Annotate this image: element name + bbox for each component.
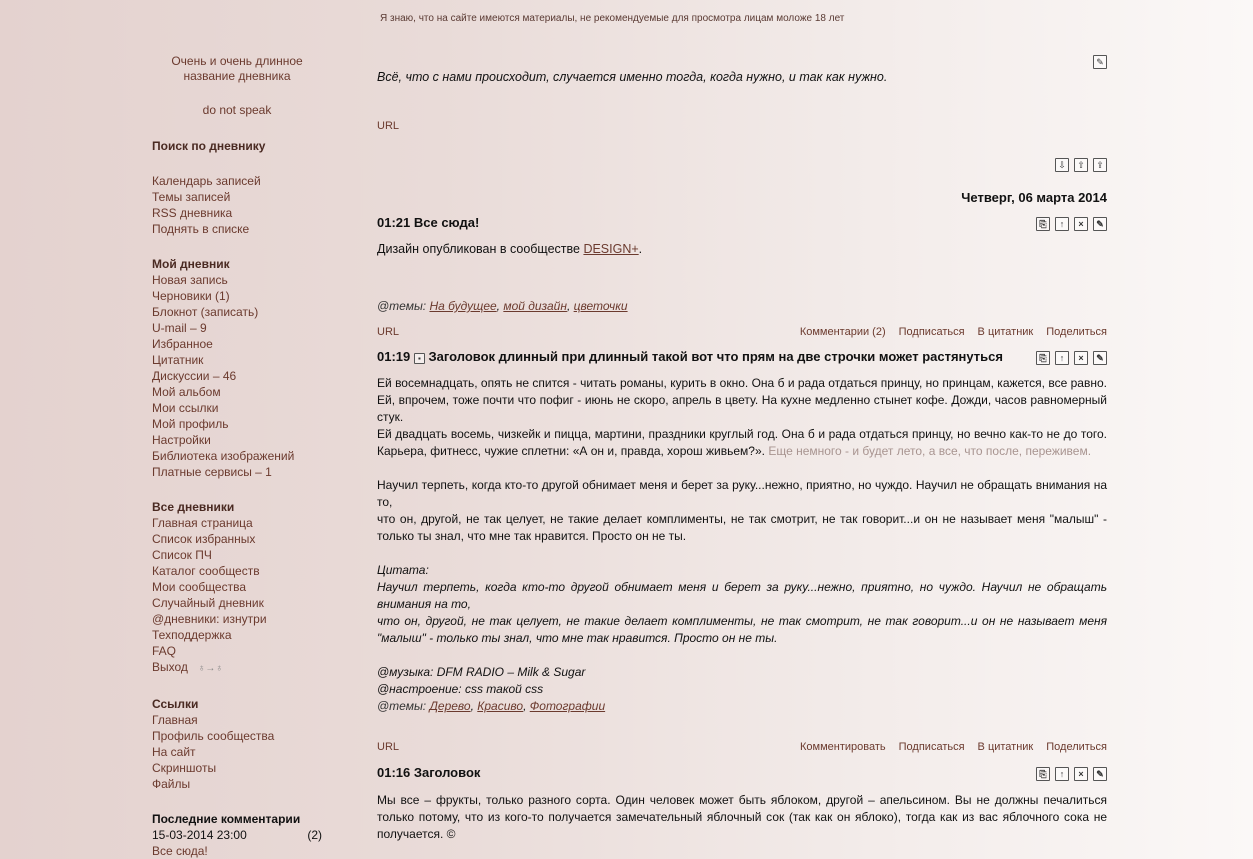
- subscribe-link[interactable]: Подписаться: [898, 326, 965, 338]
- quote-link[interactable]: В цитатник: [977, 741, 1034, 753]
- quote-text: что он, другой, не так целует, не такие делает комплименты, не так смотрит, не так говорит...и он не называет меня "малыш" - только ты знал, что мне так нравится. Просто он не ты.: [377, 614, 1107, 645]
- sidebar-link[interactable]: Мои сообщества: [152, 580, 247, 594]
- quote-text: Научил терпеть, когда кто-то другой обнимает меня и берет за руку...нежно, приятно, но чуждо. Научил не обращать внимания на то,: [377, 580, 1107, 611]
- mood-line: @настроение: css такой css: [377, 682, 544, 696]
- sidebar-link[interactable]: Техподдержка: [152, 628, 232, 642]
- diary-subtitle: do not speak: [202, 103, 272, 117]
- post-body: Ей восемнадцать, опять не спится - читать романы, курить в окно. Она б и рада отдаться принцу, но принцам, кажется, все равно. Ей, впрочем, тоже почти что пофиг - июнь не скоро, апрель в цвету. На кухне медленно стынет кофе. Дожди, часов равномерный стук. Ей двадцать восемь, чизкейк и пицца, мартини, праздники круглый год. Она б и рада отдаться принцу, но вечно как-то не до того. Карьера, фитнесс, чужие сплетни: «А он и, правда, хорош живьем?». Еще немного - и будет лето, а все, что после, переживем. Научил терпеть, когда кто-то другой обнимает меня и берет за руку...нежно, приятно, но чуждо. Научил не обращать внимания на то, что он, другой, не так целует, не такие делает комплименты, не так смотрит, не так говорит...и он не называет меня "малыш" - только ты знал, что мне так нравится. Просто он не ты. Цитата: Научил терпеть, когда кто-то другой обнимает меня и берет за руку...нежно, приятно, но чуждо. Научил не обращать внимания на то, что он, другой, не так целует, не такие делает комплименты, не так смотрит, не так говорит...и он не называет меня "малыш" - только ты знал, что мне так нравится. Просто он не ты. @музыка: DFM RADIO – Milk & Sugar @настроение: css такой css @темы: Дерево, Красиво, Фотографии: [377, 376, 1107, 713]
- copy-icon[interactable]: ⎘: [1036, 217, 1050, 231]
- quote-label: Цитата:: [377, 563, 429, 577]
- age-warning: Я знаю, что на сайте имеются материалы, не рекомендуемые для просмотра лицам моложе 18 лет: [380, 13, 845, 24]
- post-time: 01:19: [377, 349, 411, 364]
- sidebar-link[interactable]: Мой профиль: [152, 417, 229, 431]
- sidebar-link[interactable]: Дискуссии – 46: [152, 369, 237, 383]
- delete-icon[interactable]: ×: [1074, 351, 1088, 365]
- lock-icon: ▪: [414, 353, 425, 364]
- edit-icon[interactable]: ✎: [1093, 351, 1107, 365]
- upload-icon[interactable]: ⇧: [1074, 158, 1088, 172]
- sidebar-link[interactable]: Поднять в списке: [152, 222, 250, 236]
- post-title[interactable]: 01:21 Все сюда!: [377, 215, 480, 230]
- sidebar-link[interactable]: Новая запись: [152, 273, 228, 287]
- export-icon[interactable]: ⇪: [1093, 158, 1107, 172]
- delete-icon[interactable]: ×: [1074, 767, 1088, 781]
- post-body: Мы все – фрукты, только разного сорта. Один человек может быть яблоком, другой – апельсином. Вы не должны печалиться только потому, что из кого-то получается замечательный яблочный сок (так как он яблоко), тогда как из вас яблочного сока не получается. ©: [377, 793, 1107, 841]
- paragraph: Ей двадцать восемь, чизкейк и пицца, мартини, праздники круглый год. Она б и рада отдаться принцу, но вечно как-то не до того. Карьера, фитнесс, чужие сплетни: «А он и, правда, хорош живьем?».: [377, 427, 1107, 458]
- sidebar-link[interactable]: Блокнот (записать): [152, 305, 259, 319]
- links-heading: Ссылки: [152, 697, 199, 711]
- paragraph: что он, другой, не так целует, не такие делает комплименты, не так смотрит, не так говорит...и он не называет меня "малыш" - только ты знал, что мне так нравится. Просто он не ты.: [377, 512, 1107, 543]
- tag-link[interactable]: Красиво: [477, 699, 524, 713]
- sidebar-link[interactable]: Мой альбом: [152, 385, 221, 399]
- post-title-row: [377, 765, 1107, 781]
- sidebar-link[interactable]: Настройки: [152, 433, 211, 447]
- post-title[interactable]: 01:16 Заголовок: [377, 765, 481, 780]
- sidebar-link[interactable]: Профиль сообщества: [152, 729, 275, 743]
- url-link[interactable]: URL: [377, 120, 400, 132]
- tag-link[interactable]: Дерево: [429, 699, 471, 713]
- import-icon[interactable]: ⇩: [1055, 158, 1069, 172]
- comments-link[interactable]: Комментарии (2): [799, 326, 886, 338]
- post-title[interactable]: Заголовок длинный при длинный такой вот что прям на две строчки может растянуться: [428, 349, 1003, 364]
- sidebar-link[interactable]: Каталог сообществ: [152, 564, 260, 578]
- copy-icon[interactable]: ⎘: [1036, 767, 1050, 781]
- music-line: @музыка: DFM RADIO – Milk & Sugar: [377, 665, 586, 679]
- sidebar-link[interactable]: Мои ссылки: [152, 401, 219, 415]
- logout-icon: ♁→♁: [197, 663, 223, 674]
- comment-link[interactable]: Комментировать: [800, 741, 886, 753]
- paragraph: Ей восемнадцать, опять не спится - читать романы, курить в окно. Она б и рада отдаться принцу, но принцам, кажется, все равно. Ей, впрочем, тоже почти что пофиг - июнь не скоро, апрель в цвету. На кухне медленно стынет кофе. Дожди, часов равномерный стук.: [377, 376, 1107, 424]
- tags-label: @темы:: [377, 699, 427, 713]
- recent-comments-heading: Последние комментарии: [152, 812, 301, 826]
- comment-date: 15-03-2014 23:00: [152, 828, 247, 842]
- date-header: Четверг, 06 марта 2014: [961, 190, 1107, 205]
- subscribe-link[interactable]: Подписаться: [898, 741, 965, 753]
- paragraph: Научил терпеть, когда кто-то другой обнимает меня и берет за руку...нежно, приятно, но чуждо. Научил не обращать внимания на то,: [377, 478, 1107, 509]
- all-diaries-heading: Все дневники: [152, 500, 235, 514]
- sidebar-link[interactable]: Черновики (1): [152, 289, 230, 303]
- sidebar-link[interactable]: Список ПЧ: [152, 548, 212, 562]
- up-icon[interactable]: ↑: [1055, 217, 1069, 231]
- comment-count: (2): [307, 828, 322, 842]
- diary-title: Очень и очень длинное название дневника: [171, 54, 303, 83]
- sidebar-link[interactable]: Избранное: [152, 337, 213, 351]
- tag-link[interactable]: цветочки: [573, 299, 628, 313]
- sidebar-link[interactable]: На сайт: [152, 745, 196, 759]
- share-link[interactable]: Поделиться: [1046, 741, 1107, 753]
- url-link[interactable]: URL: [377, 741, 400, 753]
- post-title-row: [377, 349, 1107, 365]
- copy-icon[interactable]: ⎘: [1036, 351, 1050, 365]
- sidebar-link[interactable]: Темы записей: [152, 190, 231, 204]
- design-link[interactable]: DESIGN+: [583, 242, 639, 256]
- sidebar-link[interactable]: @дневники: изнутри: [152, 612, 267, 626]
- sidebar-link[interactable]: Скриншоты: [152, 761, 217, 775]
- sidebar-link[interactable]: Список избранных: [152, 532, 256, 546]
- sidebar: [152, 54, 322, 859]
- url-link[interactable]: URL: [377, 326, 400, 338]
- up-icon[interactable]: ↑: [1055, 767, 1069, 781]
- edit-icon[interactable]: ✎: [1093, 767, 1107, 781]
- sidebar-link[interactable]: RSS дневника: [152, 206, 233, 220]
- tags-label: @темы:: [377, 299, 427, 313]
- tag-link[interactable]: На будущее: [429, 299, 497, 313]
- sidebar-link[interactable]: Календарь записей: [152, 174, 261, 188]
- search-link[interactable]: Поиск по дневнику: [152, 139, 266, 153]
- edit-icon[interactable]: ✎: [1093, 217, 1107, 231]
- sidebar-link[interactable]: U-mail – 9: [152, 321, 207, 335]
- up-icon[interactable]: ↑: [1055, 351, 1069, 365]
- quote-link[interactable]: В цитатник: [977, 326, 1034, 338]
- sidebar-link[interactable]: Платные сервисы – 1: [152, 465, 272, 479]
- sidebar-link[interactable]: Случайный дневник: [152, 596, 264, 610]
- tag-link[interactable]: Фотографии: [529, 699, 606, 713]
- epigraph: Всё, что с нами происходит, случается именно тогда, когда нужно, и так как нужно.: [377, 70, 888, 84]
- sidebar-link[interactable]: Главная: [152, 713, 198, 727]
- sidebar-link[interactable]: FAQ: [152, 644, 177, 658]
- paragraph-faded: Еще немного - и будет лето, а все, что после, переживем.: [768, 444, 1092, 458]
- tag-link[interactable]: мой дизайн: [503, 299, 567, 313]
- post-text: Дизайн опубликован в сообществе: [377, 242, 584, 256]
- sidebar-link[interactable]: Выход ♁→♁: [152, 660, 223, 674]
- sidebar-link[interactable]: Цитатник: [152, 353, 204, 367]
- share-link[interactable]: Поделиться: [1046, 326, 1107, 338]
- delete-icon[interactable]: ×: [1074, 217, 1088, 231]
- sidebar-link[interactable]: Библиотека изображений: [152, 449, 295, 463]
- my-diary-heading: Мой дневник: [152, 257, 230, 271]
- post-title-row: [377, 215, 1107, 231]
- recent-comment[interactable]: [152, 827, 322, 843]
- comment-post-link[interactable]: Все сюда!: [152, 844, 208, 858]
- sidebar-link[interactable]: Главная страница: [152, 516, 253, 530]
- edit-icon[interactable]: ✎: [1093, 55, 1107, 69]
- sidebar-link[interactable]: Файлы: [152, 777, 191, 791]
